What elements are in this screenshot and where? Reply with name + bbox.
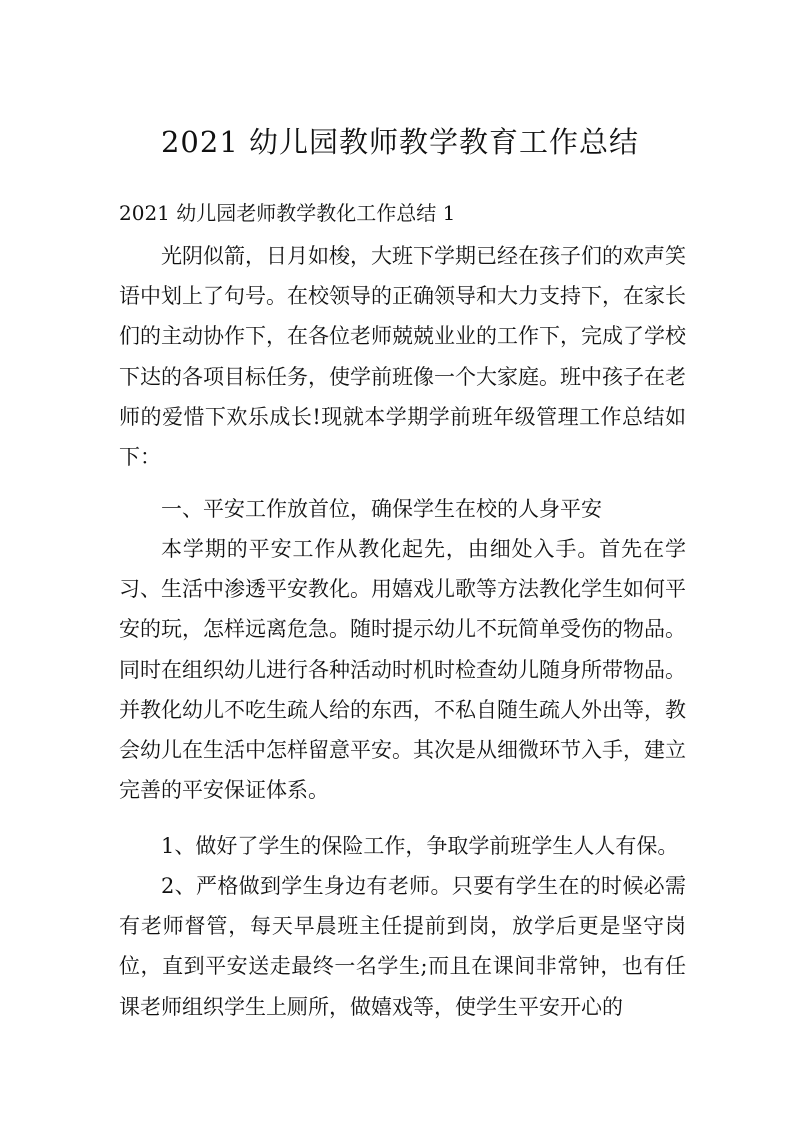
document-subtitle: 2021 幼儿园老师教学教化工作总结 1 — [119, 201, 456, 225]
paragraph-safety-education: 本学期的平安工作从教化起先，由细处入手。首先在学习、生活中渗透平安教化。用嬉戏儿歌等方法教化学生如何平安的玩，怎样远离危急。随时提示幼儿不玩简单受伤的物品。同时在组织幼儿进行各种活动时机时检查幼儿随身所带物品。并教化幼儿不吃生疏人给的东西，不私自随生疏人外出等，教会幼儿在生活中怎样留意平安。其次是从细微环节入手，建立完善的平安保证体系。 — [119, 537, 686, 803]
paragraph-intro: 光阴似箭，日月如梭，大班下学期已经在孩子们的欢声笑语中划上了句号。在校领导的正确领导和大力支持下，在家长们的主动协作下，在各位老师兢兢业业的工作下，完成了学校下达的各项目标任务，使学前班像一个大家庭。班中孩子在老师的爱惜下欢乐成长!现就本学期学前班年级管理工作总结如下： — [119, 244, 686, 470]
document-title: 2021 幼儿园教师教学教育工作总结 — [160, 125, 640, 159]
paragraph-item-2: 2、严格做到学生身边有老师。只要有学生在的时候必需有老师督管，每天早晨班主任提前到岗，放学后更是坚守岗位，直到平安送走最终一名学生;而且在课间非常钟，也有任课老师组织学生上厕所，做嬉戏等，使学生平安开心的 — [119, 874, 686, 1019]
section-heading-safety: 一、平安工作放首位，确保学生在校的人身平安 — [161, 497, 602, 521]
paragraph-item-1: 1、做好了学生的保险工作，争取学前班学生人人有保。 — [161, 834, 679, 858]
